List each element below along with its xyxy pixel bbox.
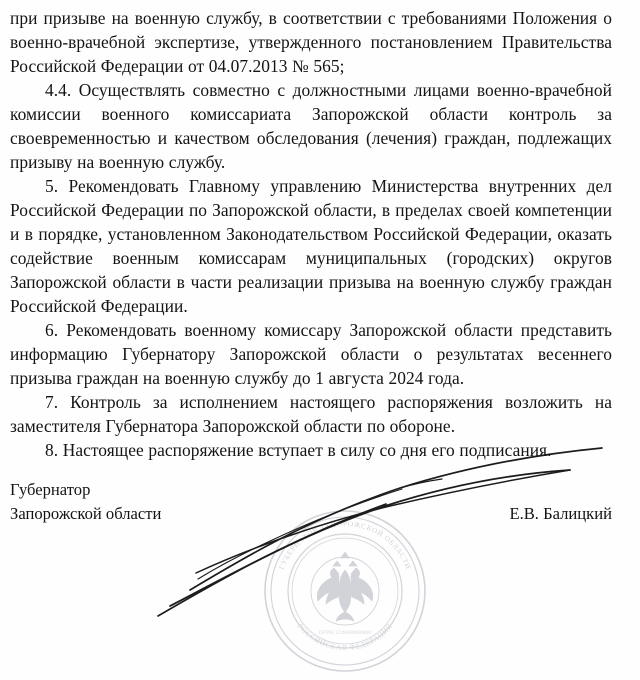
signatory-role-line-2: Запорожской области [10,504,162,523]
paragraph-4-4: 4.4. Осуществлять совместно с должностными лицами военно-врачебной комиссии военного комиссариата Запорожской области контроль за своевременностью и качеством обследования (лечения) граждан, подлежащих призыву на военную службу. [10,80,612,172]
signatory-role-line-1: Губернатор [10,480,91,499]
signatory-name: Е.В. Балицкий [509,504,612,523]
paragraph-8: 8. Настоящее распоряжение вступает в силу со дня его подписания. [45,440,552,460]
svg-text:ГУБЕРНАТОР ЗАПОРОЖСКОЙ ОБЛАСТИ: ГУБЕРНАТОР ЗАПОРОЖСКОЙ ОБЛАСТИ [276,518,414,571]
paragraph-6: 6. Рекомендовать военному комиссару Запорожской области представить информацию Губернатору Запорожской области о результатах весеннего призыва граждан на военную службу до 1 августа 2024 года. [10,320,612,388]
paragraph-7: 7. Контроль за исполнением настоящего распоряжения возложить на заместителя Губернатора Запорожской области по обороне. [10,392,612,436]
paragraph-continued: при призыве на военную службу, в соответствии с требованиями Положения о военно-врачебной экспертизе, утвержденного постановлением Правительства Российской Федерации от 04.07.2013 № 565; [10,8,612,76]
double-headed-eagle-icon [317,552,373,621]
svg-text:РОССИЙСКАЯ ФЕДЕРАЦИЯ: РОССИЙСКАЯ ФЕДЕРАЦИЯ [295,621,395,653]
document-body [10,6,612,462]
signature-block [10,478,612,538]
signatory-role [10,478,161,526]
svg-text:ОГРН 1239000000000: ОГРН 1239000000000 [318,630,372,636]
paragraph-5: 5. Рекомендовать Главному управлению Министерства внутренних дел Российской Федерации по Запорожской области, в пределах своей компетенции и в порядке, установленном Законодательством Российской Федерации, оказать содействие военным комиссарам муниципальных (городских) округов Запорожской области в части реализации призыва на военную службу граждан Российской Федерации. [10,176,612,316]
